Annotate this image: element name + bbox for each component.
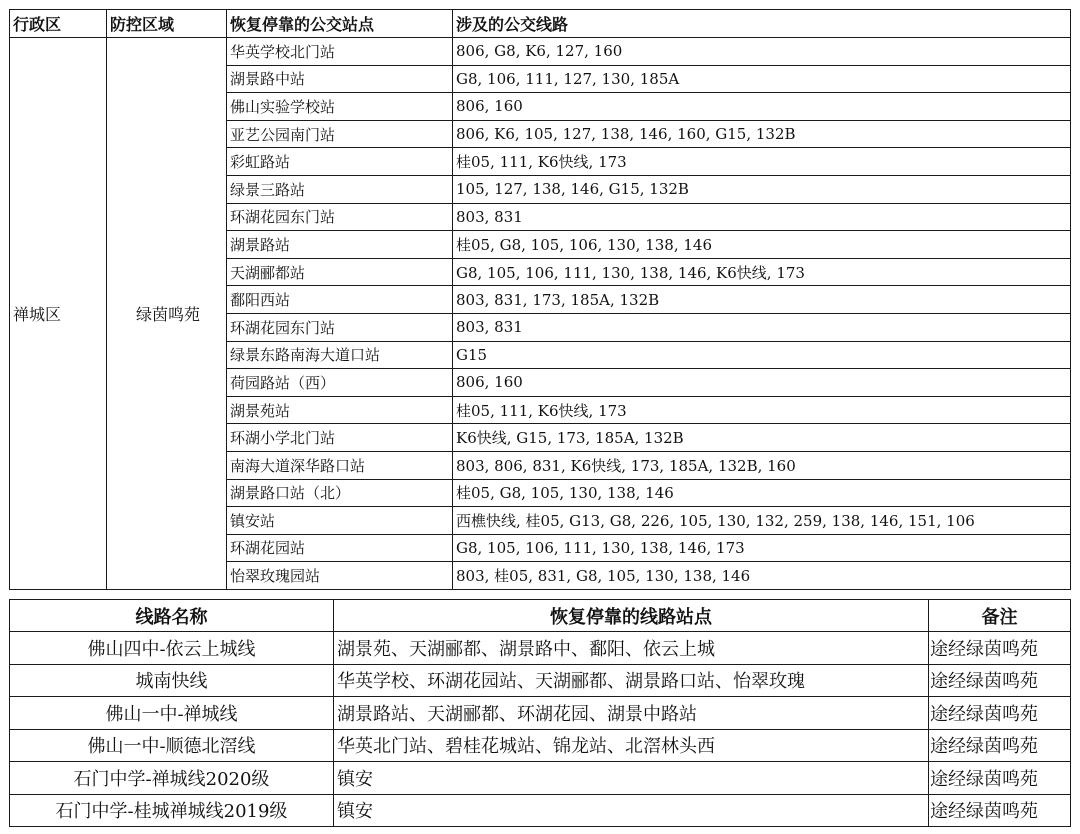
stop-routes-cell: G8, 106, 111, 127, 130, 185A bbox=[453, 65, 1071, 93]
stop-name-cell: 湖景苑站 bbox=[227, 396, 453, 424]
route-name-cell: 石门中学-桂城禅城线2019级 bbox=[10, 794, 334, 827]
stop-routes-cell: 西樵快线, 桂05, G13, G8, 226, 105, 130, 132, 259, 138, 146, 151, 106 bbox=[453, 507, 1071, 535]
stop-name-cell: 环湖小学北门站 bbox=[227, 424, 453, 452]
stop-routes-cell: 806, 160 bbox=[453, 93, 1071, 121]
routes-table bbox=[9, 599, 1071, 827]
stop-routes-cell: 桂05, G8, 105, 130, 138, 146 bbox=[453, 479, 1071, 507]
route-name-cell: 佛山一中-顺德北滘线 bbox=[10, 729, 334, 762]
route-stops-cell: 湖景路站、天湖郦都、环湖花园、湖景中路站 bbox=[334, 697, 929, 730]
table-row bbox=[10, 632, 1071, 665]
stop-name-cell: 环湖花园东门站 bbox=[227, 203, 453, 231]
stop-routes-cell: 806, 160 bbox=[453, 369, 1071, 397]
stop-routes-cell: 桂05, 111, K6快线, 173 bbox=[453, 396, 1071, 424]
stops-table bbox=[9, 9, 1071, 590]
route-stops-cell: 华英北门站、碧桂花城站、锦龙站、北滘林头西 bbox=[334, 729, 929, 762]
stop-name-cell: 绿景东路南海大道口站 bbox=[227, 341, 453, 369]
header-route-name: 线路名称 bbox=[10, 600, 334, 632]
stop-routes-cell: G8, 105, 106, 111, 130, 138, 146, 173 bbox=[453, 534, 1071, 562]
route-note-cell: 途经绿茵鸣苑 bbox=[929, 729, 1071, 762]
route-name-cell: 佛山一中-禅城线 bbox=[10, 697, 334, 730]
stop-name-cell: 佛山实验学校站 bbox=[227, 93, 453, 121]
stop-name-cell: 鄱阳西站 bbox=[227, 286, 453, 314]
stop-routes-cell: G15 bbox=[453, 341, 1071, 369]
stop-name-cell: 怡翠玫瑰园站 bbox=[227, 562, 453, 590]
stop-routes-cell: 桂05, G8, 105, 106, 130, 138, 146 bbox=[453, 231, 1071, 259]
table-row bbox=[10, 729, 1071, 762]
stop-name-cell: 湖景路中站 bbox=[227, 65, 453, 93]
stop-routes-cell: G8, 105, 106, 111, 130, 138, 146, K6快线, 173 bbox=[453, 258, 1071, 286]
stop-name-cell: 亚艺公园南门站 bbox=[227, 120, 453, 148]
area-cell: 绿茵鸣苑 bbox=[107, 38, 227, 590]
header-stop: 恢复停靠的公交站点 bbox=[227, 10, 453, 38]
table-row bbox=[10, 697, 1071, 730]
stop-routes-cell: 803, 831 bbox=[453, 203, 1071, 231]
table-row bbox=[10, 38, 1071, 66]
stop-routes-cell: 桂05, 111, K6快线, 173 bbox=[453, 148, 1071, 176]
stop-routes-cell: 806, G8, K6, 127, 160 bbox=[453, 38, 1071, 66]
stop-routes-cell: 105, 127, 138, 146, G15, 132B bbox=[453, 175, 1071, 203]
stop-routes-cell: 803, 桂05, 831, G8, 105, 130, 138, 146 bbox=[453, 562, 1071, 590]
route-note-cell: 途经绿茵鸣苑 bbox=[929, 794, 1071, 827]
routes-table-header bbox=[10, 600, 1071, 632]
route-stops-cell: 湖景苑、天湖郦都、湖景路中、鄱阳、依云上城 bbox=[334, 632, 929, 665]
header-route-stops: 恢复停靠的线路站点 bbox=[334, 600, 929, 632]
route-stops-cell: 镇安 bbox=[334, 762, 929, 795]
stop-name-cell: 镇安站 bbox=[227, 507, 453, 535]
route-note-cell: 途经绿茵鸣苑 bbox=[929, 664, 1071, 697]
stops-table-header bbox=[10, 10, 1071, 38]
stop-routes-cell: K6快线, G15, 173, 185A, 132B bbox=[453, 424, 1071, 452]
stop-name-cell: 环湖花园东门站 bbox=[227, 313, 453, 341]
route-name-cell: 佛山四中-依云上城线 bbox=[10, 632, 334, 665]
stop-name-cell: 彩虹路站 bbox=[227, 148, 453, 176]
stop-routes-cell: 806, K6, 105, 127, 138, 146, 160, G15, 132B bbox=[453, 120, 1071, 148]
stop-name-cell: 华英学校北门站 bbox=[227, 38, 453, 66]
route-name-cell: 石门中学-禅城线2020级 bbox=[10, 762, 334, 795]
route-stops-cell: 华英学校、环湖花园站、天湖郦都、湖景路口站、怡翠玫瑰 bbox=[334, 664, 929, 697]
header-note: 备注 bbox=[929, 600, 1071, 632]
route-name-cell: 城南快线 bbox=[10, 664, 334, 697]
header-district: 行政区 bbox=[10, 10, 107, 38]
route-note-cell: 途经绿茵鸣苑 bbox=[929, 697, 1071, 730]
stop-routes-cell: 803, 831 bbox=[453, 313, 1071, 341]
stop-routes-cell: 803, 806, 831, K6快线, 173, 185A, 132B, 160 bbox=[453, 451, 1071, 479]
table-row bbox=[10, 762, 1071, 795]
stop-name-cell: 天湖郦都站 bbox=[227, 258, 453, 286]
header-area: 防控区域 bbox=[107, 10, 227, 38]
district-cell: 禅城区 bbox=[10, 38, 107, 590]
stop-name-cell: 湖景路口站（北） bbox=[227, 479, 453, 507]
stop-name-cell: 环湖花园站 bbox=[227, 534, 453, 562]
route-note-cell: 途经绿茵鸣苑 bbox=[929, 762, 1071, 795]
table-row bbox=[10, 794, 1071, 827]
stop-name-cell: 绿景三路站 bbox=[227, 175, 453, 203]
table-row bbox=[10, 664, 1071, 697]
route-stops-cell: 镇安 bbox=[334, 794, 929, 827]
stop-name-cell: 湖景路站 bbox=[227, 231, 453, 259]
stop-name-cell: 荷园路站（西） bbox=[227, 369, 453, 397]
stop-routes-cell: 803, 831, 173, 185A, 132B bbox=[453, 286, 1071, 314]
route-note-cell: 途经绿茵鸣苑 bbox=[929, 632, 1071, 665]
header-routes: 涉及的公交线路 bbox=[453, 10, 1071, 38]
stop-name-cell: 南海大道深华路口站 bbox=[227, 451, 453, 479]
